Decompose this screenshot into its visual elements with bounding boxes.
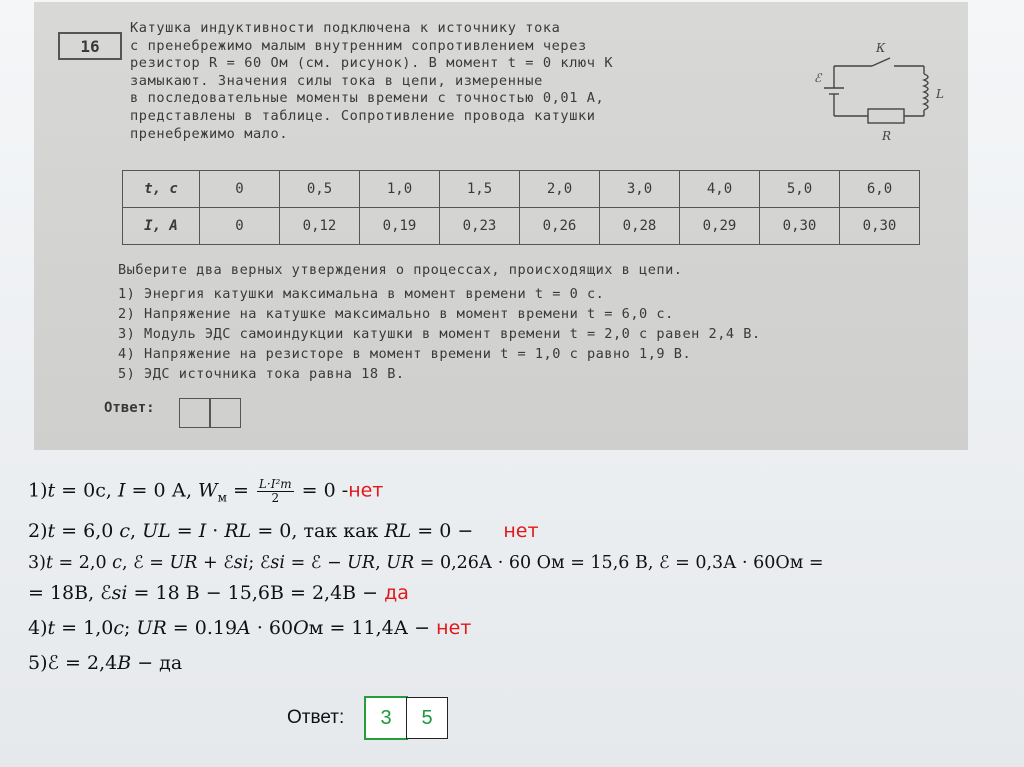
table-header-time: t, c <box>123 171 200 208</box>
table-cell: 0,30 <box>760 208 840 245</box>
problem-line: замыкают. Значения силы тока в цепи, измеренные <box>130 72 543 89</box>
table-cell: 4,0 <box>680 171 760 208</box>
problem-line: с пренебрежимо малым внутренним сопротивлением через <box>130 37 587 54</box>
table-cell: 2,0 <box>520 171 600 208</box>
fraction-denominator: 2 <box>271 491 280 505</box>
verdict: да <box>384 582 409 604</box>
solution-text: = <box>226 479 255 502</box>
problem-line: Катушка индуктивности подключена к источнику тока <box>130 20 561 36</box>
table-cell: 0 <box>200 208 280 245</box>
answer-box-1: 3 <box>365 697 407 739</box>
solution-text: 2)𝑡 = 6,0 𝑐, 𝑈𝐿 = 𝐼 · 𝑅𝐿 = 0, так как 𝑅𝐿 = 0 − <box>28 520 474 542</box>
option-1: 1) Энергия катушки максимальна в момент времени t = 0 с. <box>118 286 605 302</box>
scan-answer-box <box>179 398 211 428</box>
solution-text: 5)ℰ = 2,4𝐵 − да <box>28 652 183 674</box>
circuit-diagram <box>812 38 952 148</box>
solution-line-4 <box>28 617 471 639</box>
verdict: нет <box>503 520 539 542</box>
table-row <box>123 208 920 245</box>
table-cell: 0,19 <box>360 208 440 245</box>
answer-label: Ответ: <box>287 707 345 728</box>
measurement-table <box>122 170 920 245</box>
scan-answer-label: Ответ: <box>104 400 155 416</box>
table-cell: 0,28 <box>600 208 680 245</box>
inductor-label: L <box>936 87 944 101</box>
table-header-current: I, А <box>123 208 200 245</box>
table-cell: 0,12 <box>280 208 360 245</box>
subscript: м <box>217 490 227 505</box>
solution-line-5 <box>28 652 182 674</box>
table-cell: 1,5 <box>440 171 520 208</box>
problem-text <box>130 20 790 143</box>
table-cell: 0,29 <box>680 208 760 245</box>
solution-line-3 <box>28 551 824 573</box>
table-cell: 3,0 <box>600 171 680 208</box>
verdict: нет <box>436 617 472 639</box>
problem-line: в последовательные моменты времени с точностью 0,01 А, <box>130 90 605 107</box>
problem-line: резистор R = 60 Ом (см. рисунок). В момент t = 0 ключ К <box>130 55 614 72</box>
question-text <box>118 260 968 384</box>
option-3: 3) Модуль ЭДС самоиндукции катушки в момент времени t = 2,0 с равен 2,4 В. <box>118 326 761 342</box>
table-cell: 1,0 <box>360 171 440 208</box>
energy-fraction <box>257 478 294 505</box>
solution-line-2 <box>28 520 539 542</box>
table-row <box>123 171 920 208</box>
table-cell: 0,30 <box>840 208 920 245</box>
solution-line-3b <box>28 582 409 604</box>
scanned-problem-image <box>34 2 968 450</box>
option-4: 4) Напряжение на резисторе в момент времени t = 1,0 с равно 1,9 В. <box>118 346 692 362</box>
answer-boxes <box>366 697 448 739</box>
solution-text: = 18В, ℰ𝑠𝑖 = 18 В − 15,6В = 2,4В − <box>28 582 379 604</box>
scan-answer-boxes <box>180 398 241 428</box>
task-number: 16 <box>58 32 122 60</box>
problem-line: представлены в таблице. Сопротивление провода катушки <box>130 107 596 124</box>
solution-text: = 0 - <box>295 479 349 502</box>
table-cell: 6,0 <box>840 171 920 208</box>
answer-box-2: 5 <box>406 697 448 739</box>
solution-text: 1)𝑡 = 0с, 𝐼 = 0 А, 𝑊 <box>28 479 218 502</box>
emf-label: ℰ <box>814 71 822 85</box>
verdict: нет <box>348 479 384 502</box>
scan-answer-box <box>209 398 241 428</box>
question-prompt: Выберите два верных утверждения о процессах, происходящих в цепи. <box>118 262 683 278</box>
table-cell: 0 <box>200 171 280 208</box>
table-cell: 0,26 <box>520 208 600 245</box>
solution-text: 3)𝑡 = 2,0 𝑐, ℰ = 𝑈𝑅 + ℰ𝑠𝑖; ℰ𝑠𝑖 = ℰ − 𝑈𝑅, 𝑈𝑅 = 0,26А · 60 Ом = 15,6 В, ℰ = 0,3А · 60Ом = <box>28 553 824 573</box>
fraction-numerator: L·I²m <box>258 477 292 491</box>
option-2: 2) Напряжение на катушке максимально в момент времени t = 6,0 с. <box>118 306 674 322</box>
key-label: К <box>876 41 886 55</box>
problem-line: пренебрежимо мало. <box>130 125 289 142</box>
resistor-label: R <box>882 129 892 143</box>
table-cell: 0,23 <box>440 208 520 245</box>
solution-line-1 <box>28 478 383 505</box>
table-cell: 0,5 <box>280 171 360 208</box>
option-5: 5) ЭДС источника тока равна 18 В. <box>118 366 405 382</box>
table-cell: 5,0 <box>760 171 840 208</box>
solution-text: 4)𝑡 = 1,0𝑐; 𝑈𝑅 = 0.19𝐴 · 60𝑂м = 11,4А − <box>28 617 431 639</box>
